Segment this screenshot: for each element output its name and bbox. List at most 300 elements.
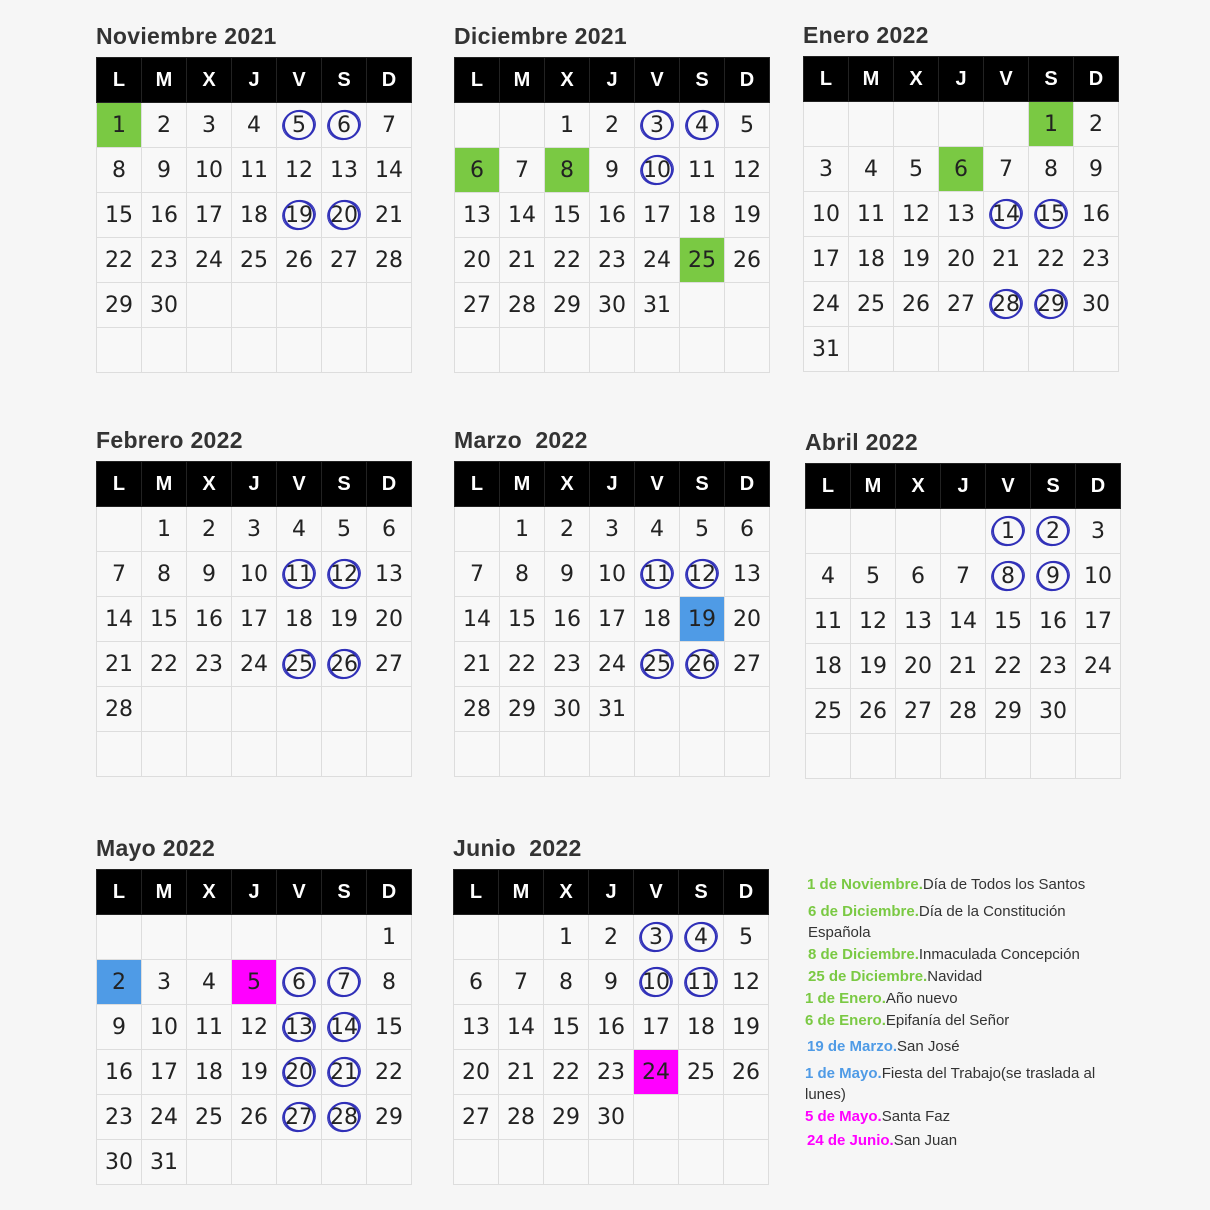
day-cell [187,193,232,238]
day-number: 31 [598,696,626,722]
calendar-grid [803,56,1119,372]
weekday-header: J [941,464,986,509]
weekday-header: D [724,870,769,915]
day-cell [545,283,590,328]
day-cell [939,192,984,237]
day-cell [500,687,545,732]
month-enero-2022 [803,22,1119,372]
month-title: Mayo 2022 [96,835,216,861]
day-cell [679,960,724,1005]
day-number: 4 [695,112,709,138]
weekday-header: M [849,57,894,102]
day-number: 8 [560,157,574,183]
empty-cell [849,102,894,147]
day-cell [724,1050,769,1095]
day-number: 16 [1082,201,1110,227]
day-number: 30 [105,1149,133,1175]
day-cell [896,554,941,599]
day-cell [277,552,322,597]
day-number: 3 [1091,518,1105,544]
day-cell [590,507,635,552]
day-cell [455,193,500,238]
day-number: 29 [994,698,1022,724]
day-number: 18 [643,606,671,632]
empty-cell [455,103,500,148]
day-number: 11 [285,561,313,587]
day-cell [97,960,142,1005]
day-number: 31 [812,336,840,362]
day-cell [986,644,1031,689]
empty-cell [635,732,680,777]
day-cell [634,960,679,1005]
weekday-header: M [142,870,187,915]
day-cell [500,552,545,597]
day-cell [634,915,679,960]
day-cell [680,238,725,283]
empty-cell [589,1140,634,1185]
empty-cell [499,1140,544,1185]
day-cell [142,1005,187,1050]
day-cell [232,193,277,238]
day-cell [455,642,500,687]
calendar-grid [805,463,1121,779]
day-number: 24 [150,1104,178,1130]
day-cell [322,642,367,687]
day-cell [455,552,500,597]
weekday-header: V [986,464,1031,509]
day-cell [1029,102,1074,147]
day-cell [1074,102,1119,147]
empty-cell [680,283,725,328]
day-cell [367,507,412,552]
day-number: 27 [330,247,358,273]
day-cell [1076,509,1121,554]
day-number: 30 [1082,291,1110,317]
empty-cell [322,732,367,777]
day-number: 20 [462,1059,490,1085]
day-number: 6 [740,516,754,542]
month-noviembre-2021 [96,23,412,373]
day-cell [454,1095,499,1140]
day-number: 25 [195,1104,223,1130]
weekday-header: S [322,462,367,507]
day-cell [232,597,277,642]
empty-cell [941,734,986,779]
day-number: 29 [1037,291,1065,317]
weekday-header: X [896,464,941,509]
empty-cell [941,509,986,554]
day-number: 25 [688,247,716,273]
day-number: 23 [150,247,178,273]
weekday-header: M [500,58,545,103]
day-number: 15 [150,606,178,632]
day-number: 28 [330,1104,358,1130]
day-number: 7 [956,563,970,589]
weekday-header: L [804,57,849,102]
day-cell [499,1050,544,1095]
empty-cell [725,328,770,373]
day-cell [984,237,1029,282]
day-cell [1031,689,1076,734]
day-cell [545,193,590,238]
day-cell [635,103,680,148]
day-cell [1074,147,1119,192]
day-number: 19 [859,653,887,679]
month-febrero-2022 [96,427,412,777]
day-number: 25 [857,291,885,317]
day-number: 9 [604,969,618,995]
day-number: 23 [553,651,581,677]
weekday-header: D [1074,57,1119,102]
day-number: 27 [733,651,761,677]
day-number: 14 [508,202,536,228]
day-cell [277,960,322,1005]
day-number: 7 [337,969,351,995]
day-cell [322,148,367,193]
day-cell [454,960,499,1005]
day-cell [142,1140,187,1185]
day-cell [367,1005,412,1050]
day-cell [97,1140,142,1185]
weekday-header: S [679,870,724,915]
day-number: 1 [1001,518,1015,544]
empty-cell [849,327,894,372]
day-cell [97,1050,142,1095]
empty-cell [545,732,590,777]
empty-cell [590,732,635,777]
day-cell [367,915,412,960]
day-cell [322,507,367,552]
day-number: 13 [904,608,932,634]
weekday-header: L [806,464,851,509]
empty-cell [142,687,187,732]
day-cell [367,597,412,642]
day-number: 12 [859,608,887,634]
day-number: 3 [247,516,261,542]
month-mayo-2022 [96,835,412,1185]
day-cell [232,1095,277,1140]
day-cell [455,687,500,732]
day-cell [680,103,725,148]
day-number: 30 [150,292,178,318]
day-number: 4 [247,112,261,138]
weekday-header: X [894,57,939,102]
day-number: 19 [732,1014,760,1040]
day-number: 26 [285,247,313,273]
legend-item: 25 de Diciembre.Navidad [808,968,983,985]
day-cell [725,597,770,642]
day-number: 8 [1044,156,1058,182]
day-cell [97,148,142,193]
day-cell [97,103,142,148]
day-cell [590,687,635,732]
empty-cell [680,732,725,777]
empty-cell [984,102,1029,147]
day-cell [367,1095,412,1140]
calendar-grid [453,869,769,1185]
weekday-header: L [97,462,142,507]
empty-cell [724,1095,769,1140]
day-cell [544,915,589,960]
day-number: 28 [463,696,491,722]
day-cell [1074,192,1119,237]
weekday-header: J [590,462,635,507]
day-number: 5 [739,924,753,950]
day-cell [849,237,894,282]
day-number: 28 [508,292,536,318]
day-number: 9 [1089,156,1103,182]
day-number: 16 [195,606,223,632]
empty-cell [367,732,412,777]
day-number: 19 [902,246,930,272]
empty-cell [322,328,367,373]
day-number: 20 [904,653,932,679]
empty-cell [232,687,277,732]
weekday-header: S [322,870,367,915]
empty-cell [500,103,545,148]
day-number: 2 [1046,518,1060,544]
day-number: 24 [642,1059,670,1085]
empty-cell [97,328,142,373]
day-number: 13 [463,202,491,228]
day-number: 28 [949,698,977,724]
day-number: 11 [857,201,885,227]
day-number: 30 [597,1104,625,1130]
day-cell [635,507,680,552]
day-cell [187,238,232,283]
day-cell [232,552,277,597]
day-cell [545,103,590,148]
day-cell [500,507,545,552]
day-cell [367,148,412,193]
day-number: 6 [382,516,396,542]
empty-cell [142,328,187,373]
month-abril-2022 [805,429,1121,779]
day-number: 11 [195,1014,223,1040]
day-number: 8 [1001,563,1015,589]
day-number: 11 [688,157,716,183]
day-cell [97,642,142,687]
day-cell [500,238,545,283]
empty-cell [896,509,941,554]
day-cell [894,192,939,237]
day-number: 23 [105,1104,133,1130]
day-cell [142,507,187,552]
empty-cell [1029,327,1074,372]
month-title: Febrero 2022 [96,427,243,453]
day-number: 27 [463,292,491,318]
day-number: 14 [375,157,403,183]
empty-cell [277,328,322,373]
day-cell [142,283,187,328]
day-cell [367,103,412,148]
empty-cell [454,1140,499,1185]
day-number: 3 [157,969,171,995]
day-number: 4 [694,924,708,950]
legend-item: 6 de Diciembre.Día de la Constitución Española [808,903,1066,941]
day-number: 11 [240,157,268,183]
day-cell [725,642,770,687]
day-cell [896,689,941,734]
month-junio-2022 [453,835,769,1185]
empty-cell [679,1140,724,1185]
day-number: 21 [375,202,403,228]
day-cell [635,283,680,328]
day-number: 19 [285,202,313,228]
day-number: 18 [285,606,313,632]
day-number: 1 [112,112,126,138]
day-number: 26 [240,1104,268,1130]
day-number: 8 [559,969,573,995]
month-title: Noviembre 2021 [96,23,277,49]
day-number: 5 [247,969,261,995]
day-number: 26 [859,698,887,724]
day-cell [894,147,939,192]
day-number: 22 [508,651,536,677]
day-number: 25 [687,1059,715,1085]
month-title: Marzo 2022 [454,427,588,453]
day-cell [232,148,277,193]
day-number: 10 [598,561,626,587]
month-title: Diciembre 2021 [454,23,627,49]
day-cell [590,597,635,642]
day-number: 27 [462,1104,490,1130]
empty-cell [277,732,322,777]
day-number: 6 [337,112,351,138]
weekday-header: D [367,870,412,915]
day-number: 3 [819,156,833,182]
day-cell [322,552,367,597]
day-number: 10 [643,157,671,183]
day-number: 23 [598,247,626,273]
day-cell [322,1095,367,1140]
empty-cell [635,687,680,732]
weekday-header: V [635,58,680,103]
day-number: 26 [733,247,761,273]
day-number: 24 [643,247,671,273]
day-number: 14 [992,201,1020,227]
day-cell [590,238,635,283]
day-number: 18 [195,1059,223,1085]
day-cell [277,642,322,687]
day-cell [232,642,277,687]
day-cell [634,1050,679,1095]
day-number: 5 [337,516,351,542]
day-number: 24 [1084,653,1112,679]
day-number: 20 [330,202,358,228]
day-number: 11 [643,561,671,587]
day-number: 17 [643,202,671,228]
day-cell [635,597,680,642]
day-cell [367,960,412,1005]
weekday-header: D [725,462,770,507]
day-cell [634,1005,679,1050]
day-number: 6 [911,563,925,589]
day-number: 12 [732,969,760,995]
day-cell [1074,282,1119,327]
day-number: 28 [375,247,403,273]
weekday-header: M [851,464,896,509]
empty-cell [500,328,545,373]
weekday-header: L [455,58,500,103]
day-cell [544,1095,589,1140]
empty-cell [894,327,939,372]
day-number: 25 [285,651,313,677]
day-cell [322,960,367,1005]
day-cell [322,1050,367,1095]
day-cell [1076,554,1121,599]
day-cell [1031,554,1076,599]
day-cell [187,1095,232,1140]
day-cell [725,103,770,148]
day-number: 22 [553,247,581,273]
day-number: 8 [515,561,529,587]
day-number: 29 [105,292,133,318]
day-cell [1031,509,1076,554]
day-number: 17 [598,606,626,632]
day-number: 22 [150,651,178,677]
day-number: 27 [375,651,403,677]
day-cell [499,960,544,1005]
empty-cell [634,1140,679,1185]
weekday-header: L [454,870,499,915]
weekday-header: V [277,462,322,507]
day-number: 15 [553,202,581,228]
day-cell [142,597,187,642]
day-cell [97,1095,142,1140]
day-cell [635,238,680,283]
day-number: 7 [515,157,529,183]
day-cell [1076,644,1121,689]
day-number: 18 [687,1014,715,1040]
day-number: 25 [814,698,842,724]
empty-cell [142,732,187,777]
day-number: 15 [552,1014,580,1040]
calendar-grid [96,869,412,1185]
day-number: 16 [553,606,581,632]
empty-cell [894,102,939,147]
day-number: 5 [292,112,306,138]
weekday-header: D [367,462,412,507]
empty-cell [1074,327,1119,372]
weekday-header: S [1029,57,1074,102]
day-cell [142,148,187,193]
day-cell [455,597,500,642]
day-cell [187,148,232,193]
day-number: 14 [105,606,133,632]
day-number: 4 [864,156,878,182]
day-cell [725,552,770,597]
day-number: 10 [642,969,670,995]
day-cell [545,148,590,193]
empty-cell [232,732,277,777]
day-cell [806,689,851,734]
day-number: 21 [330,1059,358,1085]
day-cell [545,597,590,642]
day-cell [941,599,986,644]
empty-cell [187,328,232,373]
day-number: 15 [375,1014,403,1040]
day-number: 14 [463,606,491,632]
day-number: 15 [105,202,133,228]
day-number: 11 [687,969,715,995]
day-cell [984,282,1029,327]
day-cell [986,599,1031,644]
day-number: 19 [733,202,761,228]
day-cell [545,238,590,283]
empty-cell [322,915,367,960]
day-number: 12 [902,201,930,227]
